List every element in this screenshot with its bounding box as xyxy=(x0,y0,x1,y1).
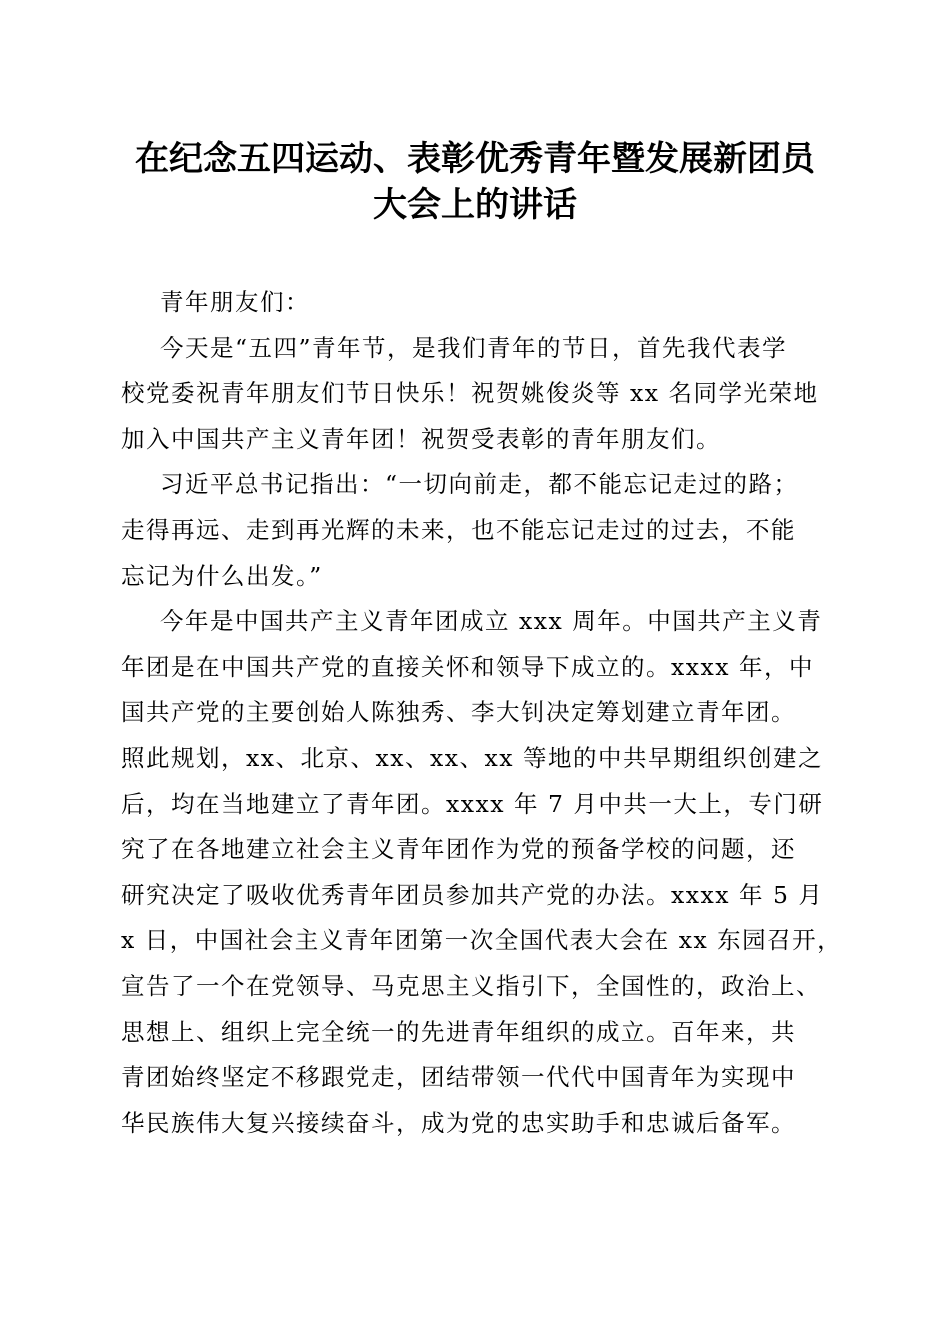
paragraph-line: 习近平总书记指出：“一切向前走，都不能忘记走过的路； xyxy=(160,470,799,499)
title-line-1: 在纪念五四运动、表彰优秀青年暨发展新团员 xyxy=(135,139,815,179)
paragraph-line: 青团始终坚定不移跟党走，团结带领一代代中国青年为实现中 xyxy=(121,1063,796,1092)
paragraph-line: 究了在各地建立社会主义青年团作为党的预备学校的问题，还 xyxy=(121,835,796,864)
paragraph-line: 思想上、组织上完全统一的先进青年组织的成立。百年来，共 xyxy=(121,1017,796,1046)
title-line-2: 大会上的讲话 xyxy=(373,185,577,225)
greeting: 青年朋友们： xyxy=(160,288,310,316)
paragraph-line: 国共产党的主要创始人陈独秀、李大钊决定筹划建立青年团。 xyxy=(121,698,796,727)
paragraph-line: 华民族伟大复兴接续奋斗，成为党的忠实助手和忠诚后备军。 xyxy=(121,1108,796,1137)
paragraph-line: 今年是中国共产主义青年团成立 xxx 周年。中国共产主义青 xyxy=(160,607,823,636)
paragraph-line: 后，均在当地建立了青年团。xxxx 年 7 月中共一大上，专门研 xyxy=(121,789,824,818)
paragraph-line: 校党委祝青年朋友们节日快乐！祝贺姚俊炎等 xx 名同学光荣地 xyxy=(121,379,819,408)
document-body xyxy=(121,280,843,1146)
document-title xyxy=(100,136,850,228)
paragraph-line: 忘记为什么出发。” xyxy=(121,561,323,590)
paragraph-line: 照此规划，xx、北京、xx、xx、xx 等地的中共早期组织创建之 xyxy=(121,743,823,772)
paragraph-line: x 日，中国社会主义青年团第一次全国代表大会在 xx 东园召开， xyxy=(121,926,843,955)
paragraph-line: 走得再远、走到再光辉的未来，也不能忘记走过的过去，不能 xyxy=(121,515,796,544)
paragraph-line: 今天是“五四”青年节，是我们青年的节日，首先我代表学 xyxy=(160,333,788,362)
paragraph-line: 加入中国共产主义青年团！祝贺受表彰的青年朋友们。 xyxy=(121,424,721,453)
paragraph-3 xyxy=(121,599,843,1146)
paragraph-line: 研究决定了吸收优秀青年团员参加共产党的办法。xxxx 年 5 月 xyxy=(121,880,824,909)
paragraph-line: 年团是在中国共产党的直接关怀和领导下成立的。xxxx 年，中 xyxy=(121,652,814,681)
paragraph-line: 宣告了一个在党领导、马克思主义指引下，全国性的，政治上、 xyxy=(121,971,821,1000)
paragraph-1 xyxy=(121,326,831,463)
paragraph-2 xyxy=(121,462,831,599)
